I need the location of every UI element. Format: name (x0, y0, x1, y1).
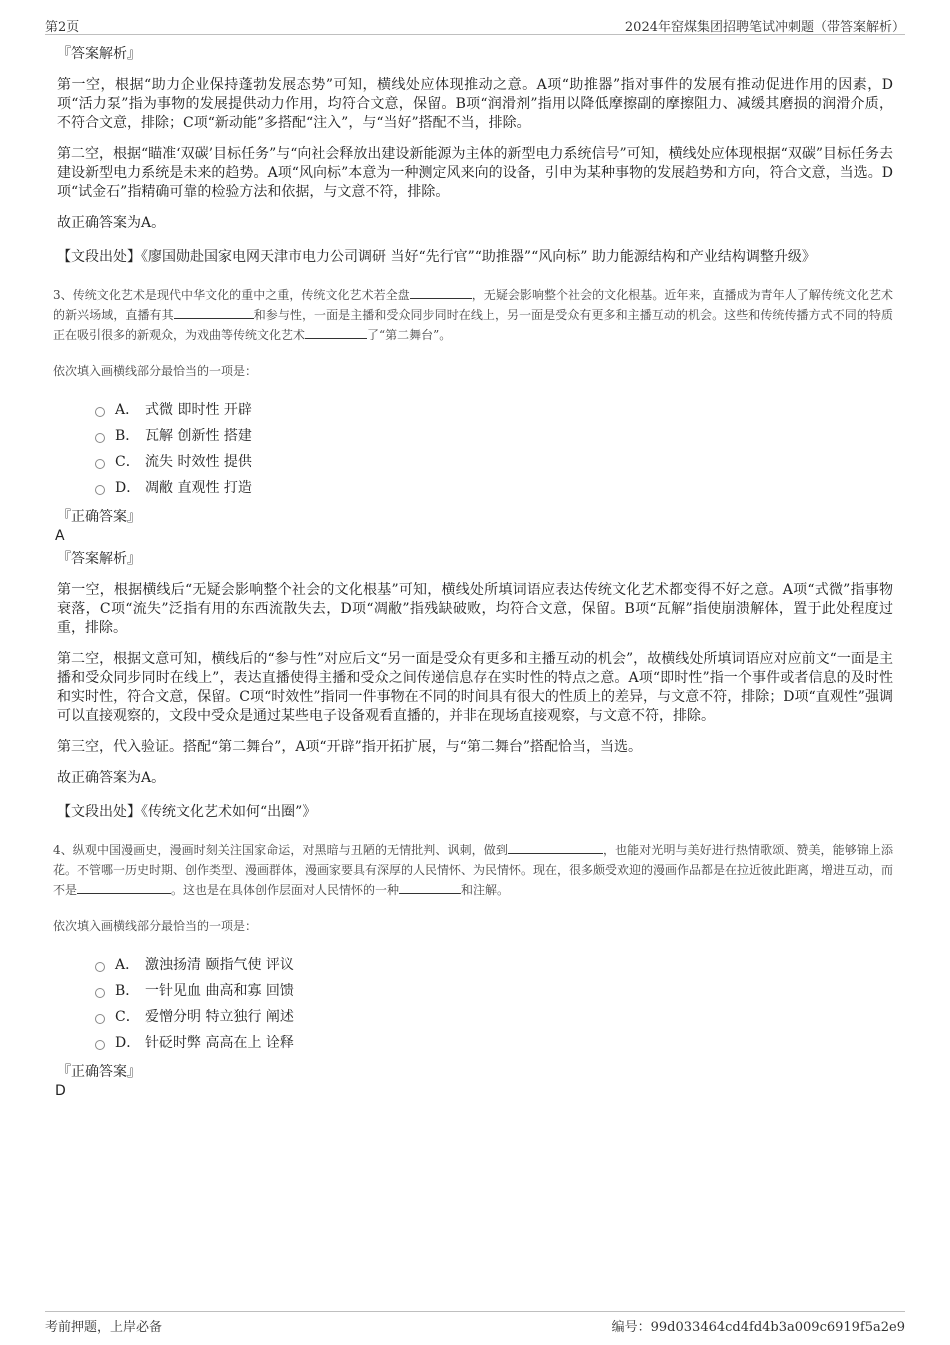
option-letter: B． (115, 428, 140, 444)
document-title: 2024年窑煤集团招聘笔试冲刺题（带答案解析） (624, 20, 905, 35)
stem-text: 和注解。 (461, 883, 510, 897)
fill-blank (77, 880, 171, 894)
stem-text: 了“第二舞台”。 (367, 328, 452, 342)
analysis-paragraph: 第一空，根据“助力企业保持蓬勃发展态势”可知，横线处应体现推动之意。A项“助推器”指对事件的发展有推动促进作用的因素，D项“活力泵”指为事物的发展提供动力作用，均符合文意，保留。B项“润滑剂”指用以降低摩擦副的摩擦阻力、减缓其磨损的润滑介质，不符合文意，排除；C项“新动能”多搭配“注入”，与“当好”搭配不当，排除。 (57, 77, 893, 131)
option-text: 一针见血 曲高和寡 回馈 (145, 983, 294, 999)
option-d[interactable] (95, 475, 893, 501)
radio-button-icon[interactable] (95, 459, 105, 469)
question-prompt: 依次填入画横线部分最恰当的一项是： (53, 364, 258, 378)
radio-button-icon[interactable] (95, 433, 105, 443)
stem-text: 和参与性，一面是主播和受众同步同时在线上，另一面是受众有更多和主播互动的机会。这些和传统传播方式不同的特质正在吸引很多的新观众，为戏曲等传统文化艺术 (53, 308, 893, 342)
passage-source: 【文段出处】《传统文化艺术如何“出圈”》 (57, 804, 317, 820)
option-text: 激浊扬清 颐指气使 评议 (145, 957, 294, 973)
stem-text: 4、纵观中国漫画史，漫画时刻关注国家命运，对黑暗与丑陋的无情批判、讽刺，做到 (53, 843, 508, 857)
option-text: 式微 即时性 开辟 (145, 402, 252, 418)
option-letter: D． (115, 480, 141, 496)
option-c[interactable] (95, 449, 893, 475)
option-text: 针砭时弊 高高在上 诠释 (145, 1035, 294, 1051)
stem-text: ，无疑会影响整个社会的文化根基。近年来，直播成为青年人了解传统文化艺术的新兴场域，直播有其 (53, 288, 893, 322)
footer-slogan: 考前押题，上岸必备 (45, 1320, 163, 1335)
option-a[interactable] (95, 952, 893, 978)
analysis-paragraph: 故正确答案为A。 (57, 770, 166, 786)
correct-answer-label: 『正确答案』 (57, 509, 141, 525)
question-prompt: 依次填入画横线部分最恰当的一项是： (53, 919, 258, 933)
analysis-label: 『答案解析』 (57, 46, 141, 62)
stem-text: 。这也是在具体创作层面对人民情怀的一种 (171, 883, 400, 897)
question-stem (53, 840, 893, 900)
option-text: 爱憎分明 特立独行 阐述 (145, 1009, 294, 1025)
option-letter: B． (115, 983, 140, 999)
document-body (53, 44, 894, 1104)
option-letter: C． (115, 1009, 140, 1025)
analysis-paragraph: 第一空，根据横线后“无疑会影响整个社会的文化根基”可知，横线处所填词语应表达传统文化艺术都变得不好之意。A项“式微”指事物衰落，C项“流失”泛指有用的东西流散失去，D项“凋敝”指残缺破败，均符合文意，保留。B项“瓦解”指使崩溃解体，置于此处程度过重，排除。 (57, 582, 893, 636)
analysis-paragraph: 第二空，根据文意可知，横线后的“参与性”对应后文“另一面是受众有更多和主播互动的机会”，故横线处所填词语应对应前文“一面是主播和受众同步同时在线上”，表达直播使得主播和受众之间传递信息存在实时性的特点之意。A项“即时性”指一个事件或者信息的及时性和实时性，符合文意，保留。C项“时效性”指同一件事物在不同的时间具有很大的性质上的差异，与文意不符，排除；D项“直观性”强调可以直接观察的，文段中受众是通过某些电子设备观看直播的，并非在现场直接观察，与文意不符，排除。 (57, 651, 893, 724)
correct-answer: A (55, 528, 65, 544)
stem-text: 3、传统文化艺术是现代中华文化的重中之重，传统文化艺术若全盘 (53, 288, 410, 302)
radio-button-icon[interactable] (95, 988, 105, 998)
option-list (95, 952, 893, 1056)
option-a[interactable] (95, 397, 893, 423)
correct-answer: D (55, 1083, 66, 1099)
radio-button-icon[interactable] (95, 485, 105, 495)
fill-blank (399, 880, 461, 894)
analysis-paragraph: 第二空，根据“瞄准‘双碳’目标任务”与“向社会释放出建设新能源为主体的新型电力系统信号”可知，横线处应体现根据“双碳”目标任务去建设新型电力系统是未来的趋势。A项“风向标”本意为一种测定风来向的设备，引申为某种事物的发展趋势和方向，符合文意，当选。D项“试金石”指精确可靠的检验方法和依据，与文意不符，排除。 (57, 146, 893, 200)
passage-source: 【文段出处】《廖国勋赴国家电网天津市电力公司调研 当好“先行官”“助推器”“风向标” 助力能源结构和产业结构调整升级》 (57, 249, 816, 265)
radio-button-icon[interactable] (95, 962, 105, 972)
option-text: 瓦解 创新性 搭建 (145, 428, 252, 444)
option-text: 凋敝 直观性 打造 (145, 480, 252, 496)
fill-blank (174, 305, 254, 319)
option-text: 流失 时效性 提供 (145, 454, 252, 470)
option-letter: A． (115, 957, 140, 973)
radio-button-icon[interactable] (95, 1014, 105, 1024)
option-b[interactable] (95, 423, 893, 449)
fill-blank (410, 285, 472, 299)
page-number: 第2页 (45, 20, 80, 35)
fill-blank (305, 325, 367, 339)
analysis-paragraph: 第三空，代入验证。搭配“第二舞台”，A项“开辟”指开拓扩展，与“第二舞台”搭配恰当，当选。 (57, 739, 643, 755)
option-letter: D． (115, 1035, 141, 1051)
radio-button-icon[interactable] (95, 407, 105, 417)
page-footer (45, 1311, 905, 1336)
radio-button-icon[interactable] (95, 1040, 105, 1050)
correct-answer-label: 『正确答案』 (57, 1064, 141, 1080)
option-letter: A． (115, 402, 140, 418)
option-d[interactable] (95, 1030, 893, 1056)
fill-blank (508, 840, 603, 854)
stem-text: ，也能对光明与美好进行热情歌颂、赞美，能够锦上添花。不管哪一历史时期、创作类型、漫画群体，漫画家要具有深厚的人民情怀、为民情怀。现在，很多颇受欢迎的漫画作品都是在拉近彼此距离，增进互动，而不是 (53, 843, 894, 897)
analysis-paragraph: 故正确答案为A。 (57, 215, 166, 231)
option-b[interactable] (95, 978, 893, 1004)
page-header (45, 14, 905, 35)
option-list (95, 397, 893, 501)
option-letter: C． (115, 454, 140, 470)
option-c[interactable] (95, 1004, 893, 1030)
analysis-label: 『答案解析』 (57, 551, 141, 567)
question-stem (53, 285, 893, 345)
document-id: 编号：99d033464cd4fd4b3a009c6919f5a2e9 (611, 1320, 905, 1335)
